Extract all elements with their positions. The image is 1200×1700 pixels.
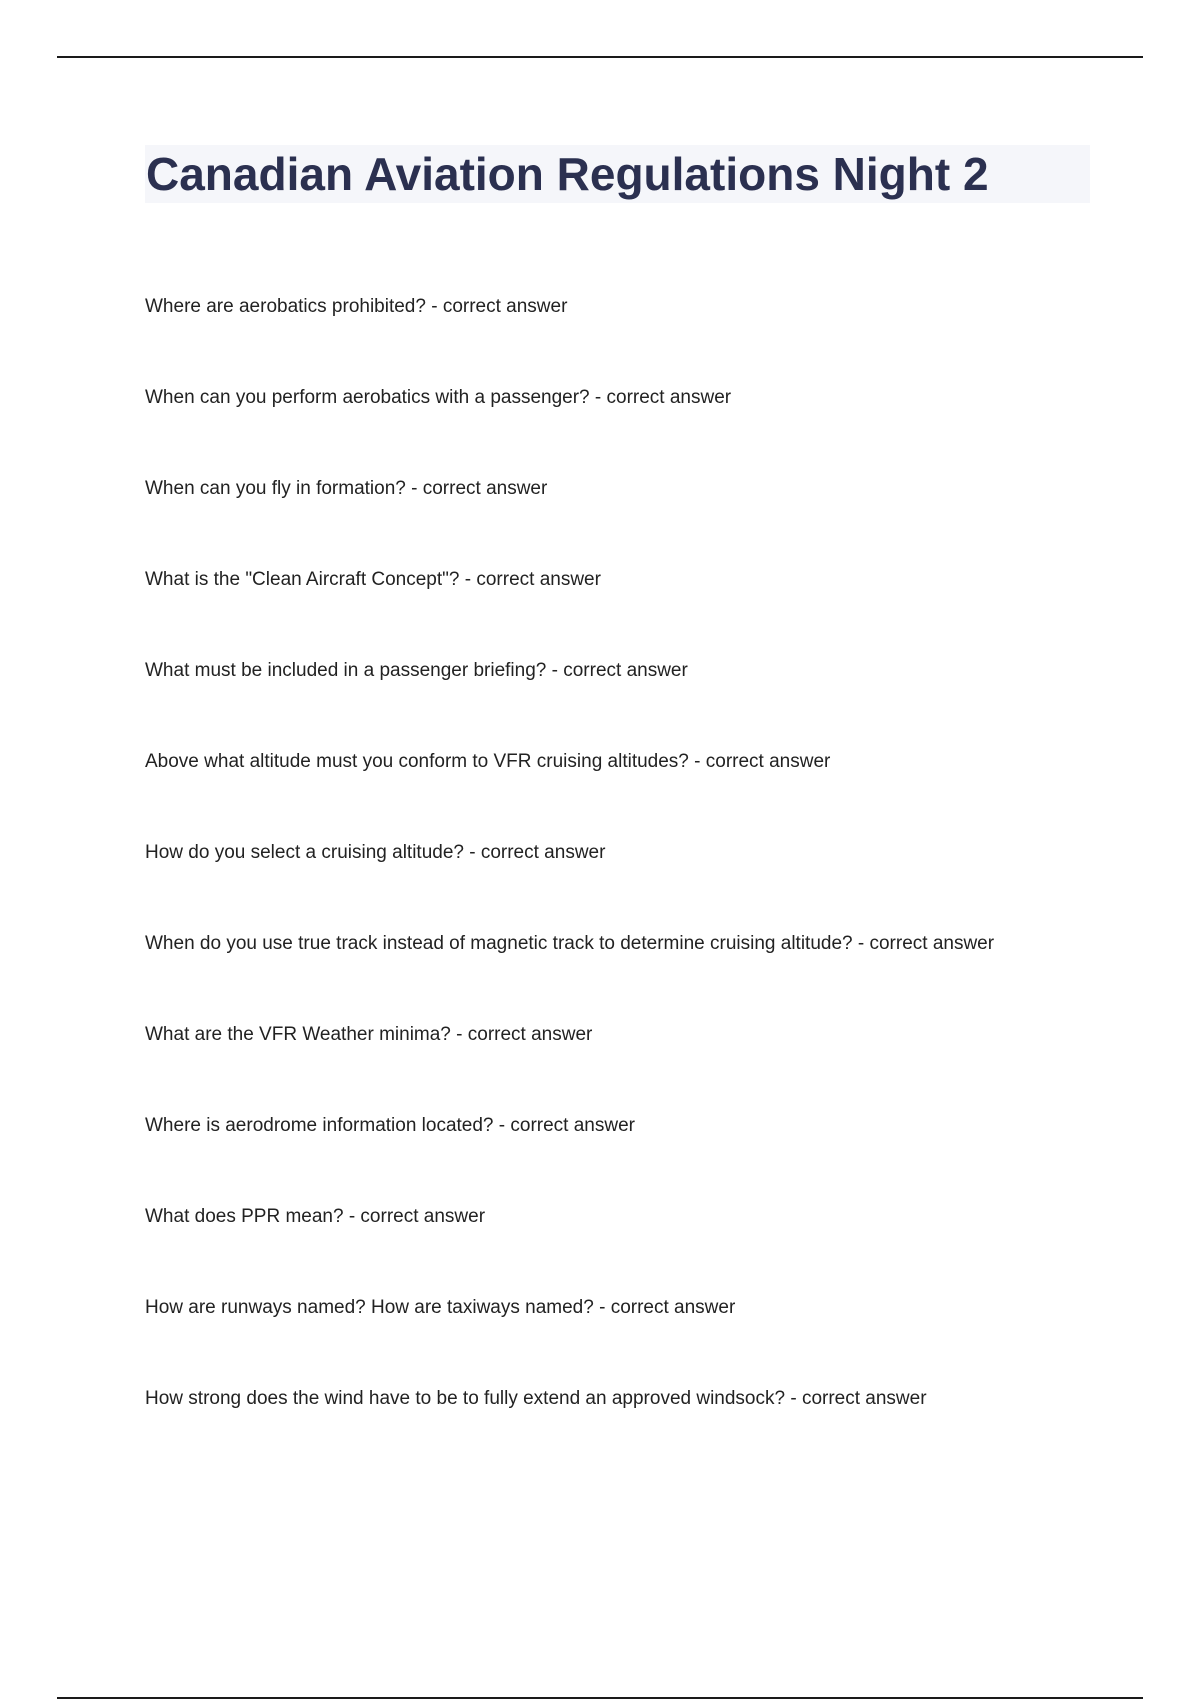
- question-item: When do you use true track instead of magnetic track to determine cruising altitude? - correct answer: [145, 933, 995, 954]
- header-rule: [57, 56, 1143, 58]
- document-title: Canadian Aviation Regulations Night 2: [146, 148, 989, 200]
- question-item: How strong does the wind have to be to fully extend an approved windsock? - correct answer: [145, 1388, 927, 1409]
- question-item: When can you perform aerobatics with a passenger? - correct answer: [145, 387, 732, 408]
- question-item: What does PPR mean? - correct answer: [145, 1206, 486, 1227]
- footer-rule: [57, 1697, 1143, 1699]
- question-item: How do you select a cruising altitude? - correct answer: [145, 842, 606, 863]
- question-item: When can you fly in formation? - correct answer: [145, 478, 548, 499]
- question-item: What must be included in a passenger briefing? - correct answer: [145, 660, 688, 681]
- question-item: How are runways named? How are taxiways named? - correct answer: [145, 1297, 736, 1318]
- question-item: What is the "Clean Aircraft Concept"? - correct answer: [145, 569, 601, 590]
- question-item: Where are aerobatics prohibited? - correct answer: [145, 296, 568, 317]
- question-item: Where is aerodrome information located? - correct answer: [145, 1115, 635, 1136]
- question-list: [145, 290, 994, 1473]
- question-item: Above what altitude must you conform to VFR cruising altitudes? - correct answer: [145, 751, 831, 772]
- question-item: What are the VFR Weather minima? - correct answer: [145, 1024, 593, 1045]
